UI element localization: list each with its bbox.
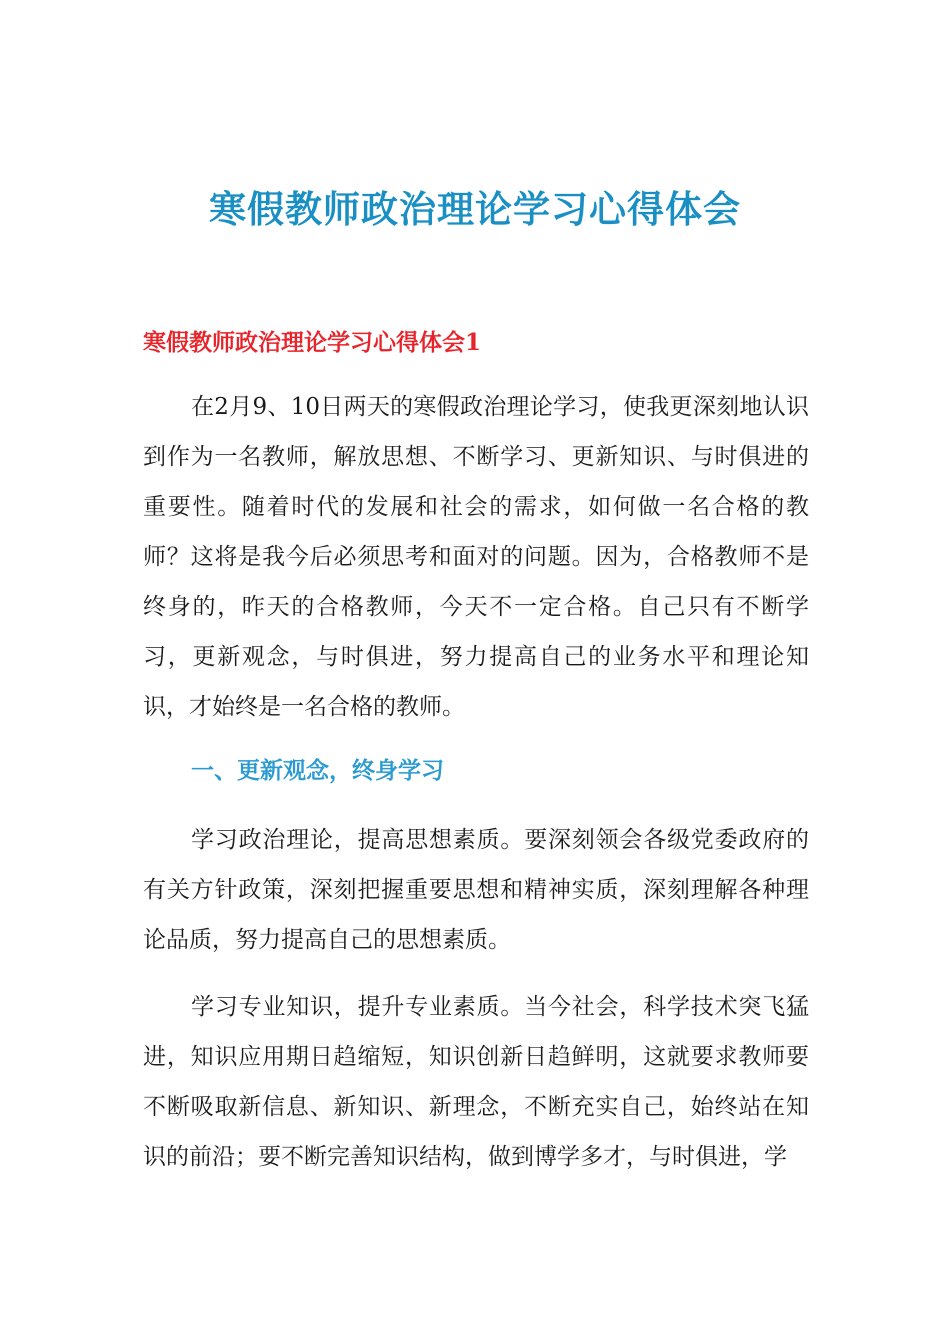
subheading-update-concepts: 一、更新观念，终身学习 xyxy=(191,757,444,784)
document-title: 寒假教师政治理论学习心得体会 xyxy=(209,188,741,231)
section-heading: 寒假教师政治理论学习心得体会1 xyxy=(143,329,482,356)
body-paragraph-2: 学习政治理论，提高思想素质。要深刻领会各级党委政府的有关方针政策，深刻把握重要思想和精神实质，深刻理解各种理论品质，努力提高自己的思想素质。 xyxy=(143,827,809,953)
body-paragraph-3: 学习专业知识，提升专业素质。当今社会，科学技术突飞猛进，知识应用期日趋缩短，知识创新日趋鲜明，这就要求教师要不断吸取新信息、新知识、新理念，不断充实自己，始终站在知识的前沿；要不断完善知识结构，做到博学多才，与时俱进，学 xyxy=(143,994,809,1170)
body-paragraph-1: 在2月9、10日两天的寒假政治理论学习，使我更深刻地认识到作为一名教师，解放思想、不断学习、更新知识、与时俱进的重要性。随着时代的发展和社会的需求，如何做一名合格的教师？这将是我今后必须思考和面对的问题。因为，合格教师不是终身的，昨天的合格教师，今天不一定合格。自己只有不断学习，更新观念，与时俱进，努力提高自己的业务水平和理论知识，才始终是一名合格的教师。 xyxy=(143,394,809,720)
